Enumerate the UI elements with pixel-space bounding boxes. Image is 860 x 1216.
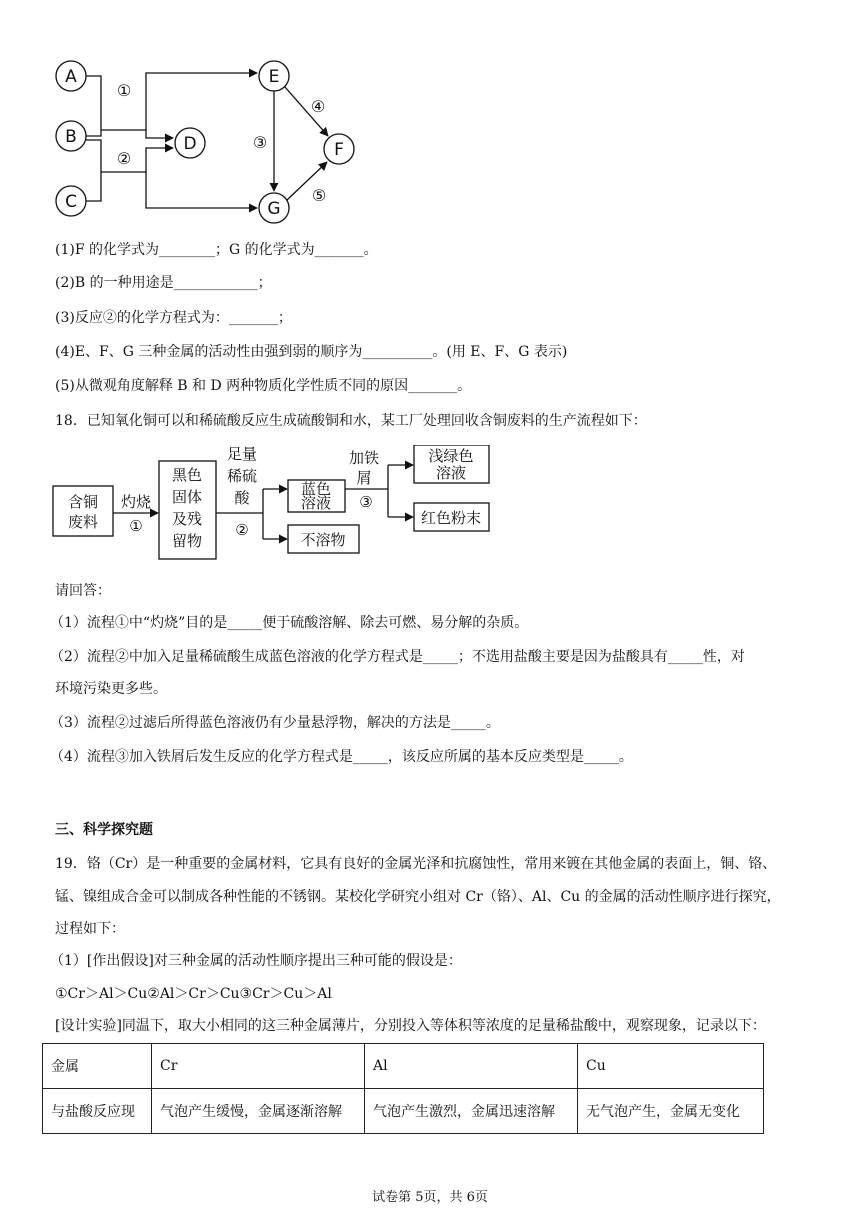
- flow-step-3-num: ③: [359, 493, 373, 511]
- flow-step-3-line2: 屑: [356, 469, 372, 487]
- q19-design: [设计实验]同温下，取大小相同的这三种金属薄片，分别投入等体积等浓度的足量稀盐酸中，观察现象，记录以下：: [55, 1018, 766, 1034]
- arrow-label-5: ⑤: [311, 186, 327, 205]
- flow-box-2-line4: 留物: [171, 532, 203, 550]
- q18-item-1: （1）流程①中“灼烧”目的是_____便于硫酸溶解、除去可燃、易分解的杂质。: [50, 615, 529, 631]
- section-heading: 三、科学探究题: [55, 822, 153, 838]
- flow-box-3-line2: 溶液: [300, 494, 332, 512]
- table-row: [43, 1089, 764, 1134]
- flow-step-2-line3: 酸: [234, 489, 250, 507]
- flow-step-2-line1: 足量: [226, 445, 258, 463]
- table-cell: Cr: [152, 1044, 365, 1089]
- table-cell: 金属: [43, 1044, 152, 1089]
- table-cell: Al: [365, 1044, 578, 1089]
- flow-box-2-line3: 及残: [171, 510, 203, 528]
- q17-item-3: (3)反应②的化学方程式为：_______；: [55, 310, 292, 326]
- flow-box-1-line1: 含铜: [67, 493, 99, 511]
- q17-item-2: (2)B 的一种用途是____________；: [55, 275, 272, 291]
- table-cell: 气泡产生缓慢，金属逐渐溶解: [152, 1089, 365, 1134]
- q19-stem-line1: 19．铬（Cr）是一种重要的金属材料，它具有良好的金属光泽和抗腐蚀性，常用来镀在其他金属的表面上，铜、铬、: [55, 856, 777, 872]
- page-footer: 试卷第 5页，共 6页: [372, 1190, 488, 1205]
- flow-box-1-line2: 废料: [67, 513, 99, 531]
- q17-item-5: (5)从微观角度解释 B 和 D 两种物质化学性质不同的原因_______。: [55, 378, 472, 394]
- node-e: E: [268, 67, 280, 87]
- table-cell: 气泡产生激烈，金属迅速溶解: [365, 1089, 578, 1134]
- flow-box-3-line1: 蓝色: [300, 480, 332, 498]
- table-cell: 与盐酸反应现: [43, 1089, 152, 1134]
- q19-hypotheses: ①Cr＞Al＞Cu②Al＞Cr＞Cu③Cr＞Cu＞Al: [55, 986, 332, 1002]
- flow-step-1-num: ①: [129, 517, 143, 535]
- table-cell: 无气泡产生，金属无变化: [578, 1089, 764, 1134]
- arrow-label-3: ③: [252, 133, 268, 152]
- flow-box-2-line2: 固体: [171, 488, 203, 506]
- table-cell: Cu: [578, 1044, 764, 1089]
- arrow-label-4: ④: [310, 97, 326, 116]
- table-row: [43, 1044, 764, 1089]
- flow-box-6: 红色粉末: [420, 509, 482, 527]
- q18-item-3: （3）流程②过滤后所得蓝色溶液仍有少量悬浮物，解决的方法是_____。: [50, 715, 500, 731]
- flow-box-4: 不溶物: [300, 531, 346, 549]
- q18-item-4: （4）流程③加入铁屑后发生反应的化学方程式是_____，该反应所属的基本反应类型是_____。: [50, 749, 633, 765]
- q18-item-2-cont: 环境污染更多些。: [55, 681, 167, 697]
- node-d: D: [183, 134, 197, 154]
- node-g: G: [267, 199, 281, 219]
- flow-step-2-line2: 稀硫: [226, 467, 258, 485]
- q19-hypothesis-intro: （1）[作出假设]对三种金属的活动性顺序提出三种可能的假设是：: [50, 953, 462, 969]
- node-a: A: [65, 67, 77, 87]
- q17-item-1: (1)F 的化学式为________；G 的化学式为_______。: [55, 242, 378, 258]
- q17-item-4: (4)E、F、G 三种金属的活动性由强到弱的顺序为__________。(用 E、F、G 表示): [55, 344, 568, 360]
- results-table: [42, 1043, 764, 1134]
- q18-prompt: 请回答：: [55, 583, 111, 599]
- relation-diagram: [40, 50, 370, 230]
- flow-box-2-line1: 黑色: [171, 466, 203, 484]
- q19-stem-line2: 锰、镍组成合金可以制成各种性能的不锈钢。某校化学研究小组对 Cr（铬）、Al、Cu 的金属的活动性顺序进行探究，: [55, 889, 781, 905]
- process-flow-diagram: [52, 445, 502, 565]
- node-c: C: [65, 192, 77, 212]
- arrow-label-2: ②: [116, 149, 132, 168]
- q18-item-2: （2）流程②中加入足量稀硫酸生成蓝色溶液的化学方程式是_____；不选用盐酸主要是因为盐酸具有_____性，对: [50, 649, 745, 665]
- flow-step-2-num: ②: [235, 521, 249, 539]
- arrow-label-1: ①: [116, 81, 132, 100]
- node-f: F: [334, 140, 344, 160]
- flow-step-1-label: 灼烧: [120, 493, 152, 511]
- q19-stem-line3: 过程如下：: [55, 921, 125, 937]
- flow-box-5-line1: 浅绿色: [428, 447, 474, 465]
- flow-step-3-line1: 加铁: [348, 449, 380, 467]
- q18-stem: 18．已知氧化铜可以和稀硫酸反应生成硫酸铜和水，某工厂处理回收含铜废料的生产流程如下：: [55, 413, 647, 429]
- flow-box-5-line2: 溶液: [435, 464, 467, 482]
- node-b: B: [65, 127, 77, 147]
